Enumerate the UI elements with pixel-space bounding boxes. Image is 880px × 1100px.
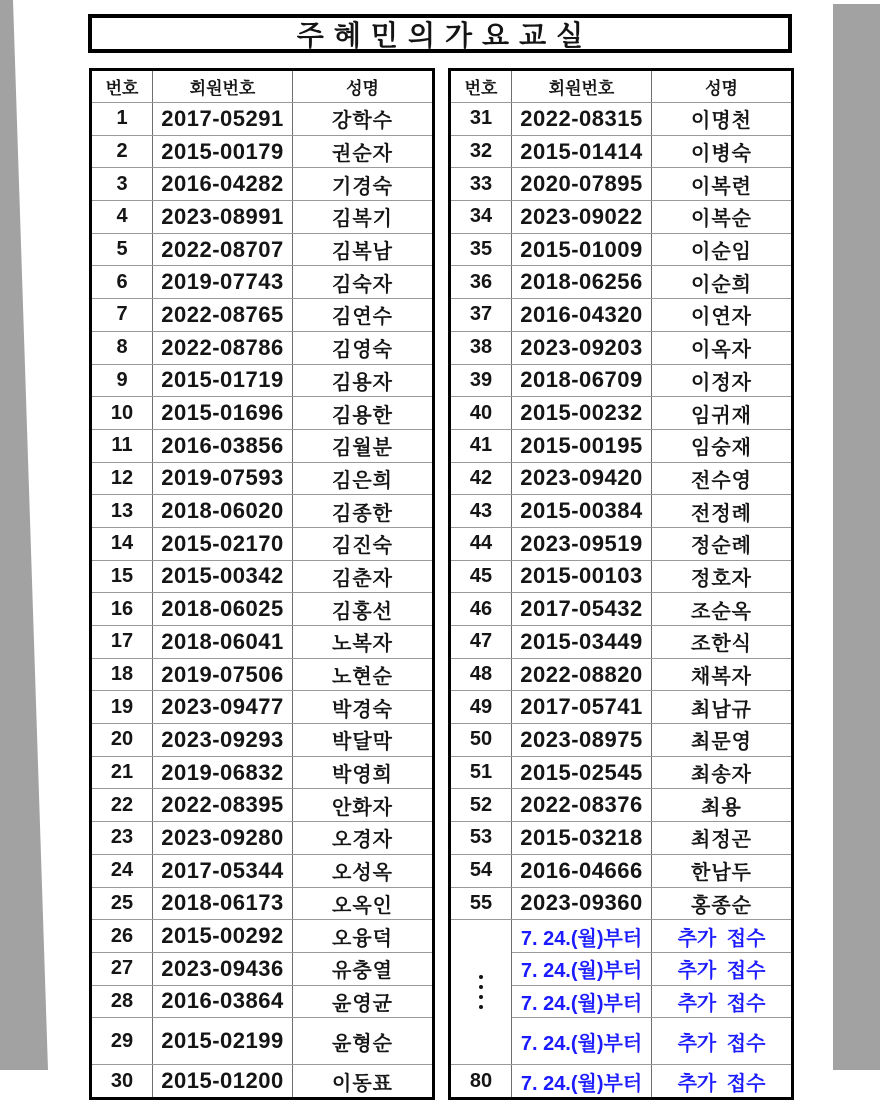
member-id-cell: 2015-01009 [512,233,652,266]
row-number-cell: 32 [450,135,512,168]
member-id-cell: 2022-08786 [153,331,293,364]
row-number-cell: 11 [91,429,153,462]
member-row [91,691,434,724]
member-id-cell: 2015-01696 [153,397,293,430]
member-row [450,626,793,659]
member-row [91,103,434,136]
row-number-cell: 51 [450,756,512,789]
member-name-cell: 박경숙 [293,691,434,724]
row-number-cell: 41 [450,429,512,462]
member-name-cell: 김종한 [293,495,434,528]
member-id-cell: 2018-06025 [153,593,293,626]
member-name-cell: 오옥인 [293,887,434,920]
member-name-cell: 채복자 [652,658,793,691]
member-name-cell: 김영숙 [293,331,434,364]
member-id-cell: 2022-08765 [153,299,293,332]
member-id-cell: 2023-09022 [512,201,652,234]
row-number-cell: 9 [91,364,153,397]
member-id-cell: 2015-03218 [512,822,652,855]
member-id-cell: 2015-01200 [153,1065,293,1099]
row-number-cell: 19 [91,691,153,724]
member-name-cell: 정순례 [652,527,793,560]
member-row [91,397,434,430]
member-id-cell: 2023-09203 [512,331,652,364]
member-row [450,103,793,136]
member-row [91,789,434,822]
member-id-cell: 7. 24.(월)부터 [512,1065,652,1099]
member-name-cell: 권순자 [293,135,434,168]
member-name-cell: 강학수 [293,103,434,136]
member-id-cell: 2015-00292 [153,920,293,953]
member-id-cell: 2016-03864 [153,985,293,1018]
member-row [450,560,793,593]
row-number-cell: 21 [91,756,153,789]
member-id-cell: 2015-03449 [512,626,652,659]
row-number-cell: 5 [91,233,153,266]
member-id-cell: 2017-05291 [153,103,293,136]
member-row [91,822,434,855]
row-number-cell: 30 [91,1065,153,1099]
row-number-cell: 24 [91,854,153,887]
member-row [91,495,434,528]
member-id-cell: 2019-07593 [153,462,293,495]
member-row [450,495,793,528]
member-row [450,691,793,724]
member-id-cell: 2020-07895 [512,168,652,201]
member-name-cell: 김연수 [293,299,434,332]
row-number-cell: 50 [450,724,512,757]
column-header-name: 성명 [293,70,434,103]
member-id-cell: 2018-06041 [153,626,293,659]
row-number-cell: 28 [91,985,153,1018]
document-title-box [88,14,792,53]
member-id-cell: 2015-00232 [512,397,652,430]
member-id-cell: 2022-08707 [153,233,293,266]
member-name-cell: 노현순 [293,658,434,691]
member-name-cell: 이순희 [652,266,793,299]
row-number-cell: 17 [91,626,153,659]
member-id-cell: 2023-09293 [153,724,293,757]
row-number-cell: 23 [91,822,153,855]
extra-registration-row [450,1065,793,1099]
member-id-cell: 2023-08975 [512,724,652,757]
row-number-cell: 14 [91,527,153,560]
member-id-cell: 2015-01719 [153,364,293,397]
member-id-cell: 2015-02170 [153,527,293,560]
row-number-cell: 34 [450,201,512,234]
member-name-cell: 최문영 [652,724,793,757]
roster-body-left [91,103,434,1099]
member-name-cell: 홍종순 [652,887,793,920]
member-row [91,658,434,691]
member-name-cell: 추가 접수 [652,920,793,953]
member-id-cell: 2015-01414 [512,135,652,168]
member-id-cell: 2017-05344 [153,854,293,887]
member-name-cell: 조한식 [652,626,793,659]
member-row [450,201,793,234]
column-header-no: 번호 [91,70,153,103]
row-number-cell: 31 [450,103,512,136]
member-name-cell: 최송자 [652,756,793,789]
member-row [91,233,434,266]
member-row [450,527,793,560]
member-row [450,462,793,495]
member-row [450,887,793,920]
column-header-no: 번호 [450,70,512,103]
member-row [450,593,793,626]
member-row [91,724,434,757]
member-id-cell: 7. 24.(월)부터 [512,985,652,1018]
row-number-cell: 48 [450,658,512,691]
member-id-cell: 2017-05432 [512,593,652,626]
member-name-cell: 최용 [652,789,793,822]
member-id-cell: 2023-09360 [512,887,652,920]
member-row [91,168,434,201]
member-row [450,364,793,397]
member-id-cell: 2022-08315 [512,103,652,136]
member-row [91,985,434,1018]
row-number-cell: 33 [450,168,512,201]
member-id-cell: 2016-03856 [153,429,293,462]
member-row [450,756,793,789]
row-number-cell: 36 [450,266,512,299]
member-name-cell: 노복자 [293,626,434,659]
row-number-cell: 2 [91,135,153,168]
member-row [450,266,793,299]
member-id-cell: 2023-09420 [512,462,652,495]
member-name-cell: 임귀재 [652,397,793,430]
member-row [91,1065,434,1099]
member-id-cell: 2016-04666 [512,854,652,887]
member-row [450,299,793,332]
member-name-cell: 추가 접수 [652,952,793,985]
member-row [91,593,434,626]
member-name-cell: 안화자 [293,789,434,822]
member-id-cell: 2015-02545 [512,756,652,789]
member-name-cell: 임숭재 [652,429,793,462]
member-name-cell: 오융덕 [293,920,434,953]
column-header-member-id: 회원번호 [153,70,293,103]
member-id-cell: 2018-06256 [512,266,652,299]
member-id-cell: 2023-09436 [153,952,293,985]
vertical-ellipsis-icon [451,975,511,1009]
row-number-cell: 45 [450,560,512,593]
member-name-cell: 정호자 [652,560,793,593]
member-name-cell: 이복순 [652,201,793,234]
row-number-cell: 13 [91,495,153,528]
omitted-rows-cell [450,920,512,1065]
member-row [91,920,434,953]
member-name-cell: 김춘자 [293,560,434,593]
member-row [91,462,434,495]
member-id-cell: 2015-00342 [153,560,293,593]
member-id-cell: 2023-09477 [153,691,293,724]
member-row [91,626,434,659]
member-row [450,658,793,691]
row-number-cell: 37 [450,299,512,332]
member-row [450,822,793,855]
member-row [450,724,793,757]
member-name-cell: 이명천 [652,103,793,136]
member-id-cell: 2015-00195 [512,429,652,462]
member-name-cell: 조순옥 [652,593,793,626]
member-name-cell: 오경자 [293,822,434,855]
row-number-cell: 49 [450,691,512,724]
member-id-cell: 2015-00384 [512,495,652,528]
member-id-cell: 2017-05741 [512,691,652,724]
member-name-cell: 윤영균 [293,985,434,1018]
member-name-cell: 이연자 [652,299,793,332]
column-header-member-id: 회원번호 [512,70,652,103]
row-number-cell: 16 [91,593,153,626]
member-row [91,331,434,364]
member-row [450,135,793,168]
member-name-cell: 김진숙 [293,527,434,560]
member-name-cell: 이복련 [652,168,793,201]
member-row [91,854,434,887]
member-id-cell: 7. 24.(월)부터 [512,920,652,953]
page-title: 주혜민의가요교실 [296,19,594,51]
roster-body-right [450,103,793,1099]
row-number-cell: 25 [91,887,153,920]
row-number-cell: 55 [450,887,512,920]
member-name-cell: 김숙자 [293,266,434,299]
member-row [450,397,793,430]
roster-table-right [448,68,794,1100]
row-number-cell: 38 [450,331,512,364]
member-id-cell: 2022-08376 [512,789,652,822]
table-header-row [450,70,793,103]
member-name-cell: 최정곤 [652,822,793,855]
member-name-cell: 추가 접수 [652,1018,793,1065]
row-number-cell: 3 [91,168,153,201]
member-row [450,168,793,201]
member-id-cell: 2022-08395 [153,789,293,822]
member-row [91,201,434,234]
member-name-cell: 한남두 [652,854,793,887]
member-name-cell: 추가 접수 [652,1065,793,1099]
member-id-cell: 2015-02199 [153,1018,293,1065]
member-name-cell: 박영희 [293,756,434,789]
member-id-cell: 7. 24.(월)부터 [512,952,652,985]
member-name-cell: 이동표 [293,1065,434,1099]
row-number-cell: 7 [91,299,153,332]
member-name-cell: 윤형순 [293,1018,434,1065]
row-number-cell: 52 [450,789,512,822]
member-row [91,135,434,168]
row-number-cell: 8 [91,331,153,364]
row-number-cell: 44 [450,527,512,560]
member-id-cell: 2018-06020 [153,495,293,528]
row-number-cell: 4 [91,201,153,234]
page-scan-edge-left [0,0,48,1070]
member-id-cell: 7. 24.(월)부터 [512,1018,652,1065]
member-row [450,331,793,364]
member-name-cell: 이병숙 [652,135,793,168]
row-number-cell: 20 [91,724,153,757]
member-name-cell: 전정례 [652,495,793,528]
member-row [91,429,434,462]
member-row [91,266,434,299]
member-id-cell: 2022-08820 [512,658,652,691]
row-number-cell: 47 [450,626,512,659]
row-number-cell: 22 [91,789,153,822]
member-id-cell: 2016-04320 [512,299,652,332]
table-header-row [91,70,434,103]
member-name-cell: 이옥자 [652,331,793,364]
member-row [450,854,793,887]
row-number-cell: 35 [450,233,512,266]
row-number-cell: 10 [91,397,153,430]
member-id-cell: 2019-06832 [153,756,293,789]
member-name-cell: 김월분 [293,429,434,462]
member-name-cell: 기경숙 [293,168,434,201]
row-number-cell: 42 [450,462,512,495]
member-row [450,789,793,822]
row-number-cell: 6 [91,266,153,299]
member-row [91,887,434,920]
member-row [91,1018,434,1065]
row-number-cell: 1 [91,103,153,136]
roster-table-left [89,68,435,1100]
row-number-cell: 27 [91,952,153,985]
row-number-cell: 15 [91,560,153,593]
row-number-cell: 29 [91,1018,153,1065]
member-name-cell: 이정자 [652,364,793,397]
column-header-name: 성명 [652,70,793,103]
member-id-cell: 2018-06173 [153,887,293,920]
member-name-cell: 김용한 [293,397,434,430]
row-number-cell: 46 [450,593,512,626]
member-id-cell: 2023-09519 [512,527,652,560]
member-row [91,299,434,332]
row-number-cell: 54 [450,854,512,887]
member-id-cell: 2016-04282 [153,168,293,201]
member-row [91,560,434,593]
member-id-cell: 2015-00179 [153,135,293,168]
row-number-cell: 18 [91,658,153,691]
member-row [91,364,434,397]
member-name-cell: 김홍선 [293,593,434,626]
row-number-cell: 26 [91,920,153,953]
member-row [91,756,434,789]
member-row [450,233,793,266]
member-name-cell: 김은희 [293,462,434,495]
member-id-cell: 2019-07743 [153,266,293,299]
member-name-cell: 이순임 [652,233,793,266]
member-name-cell: 김용자 [293,364,434,397]
member-id-cell: 2015-00103 [512,560,652,593]
member-row [91,527,434,560]
member-name-cell: 추가 접수 [652,985,793,1018]
member-name-cell: 최남규 [652,691,793,724]
member-row [450,429,793,462]
member-name-cell: 전수영 [652,462,793,495]
member-id-cell: 2019-07506 [153,658,293,691]
row-number-cell: 12 [91,462,153,495]
row-number-cell: 40 [450,397,512,430]
row-number-cell: 53 [450,822,512,855]
row-number-cell: 80 [450,1065,512,1099]
member-id-cell: 2023-09280 [153,822,293,855]
member-name-cell: 김복기 [293,201,434,234]
member-name-cell: 오성옥 [293,854,434,887]
member-name-cell: 박달막 [293,724,434,757]
page-scan-edge-right [833,4,880,1070]
row-number-cell: 43 [450,495,512,528]
member-name-cell: 김복남 [293,233,434,266]
member-row [91,952,434,985]
row-number-cell: 39 [450,364,512,397]
member-name-cell: 유충열 [293,952,434,985]
member-id-cell: 2018-06709 [512,364,652,397]
extra-registration-row [450,920,793,953]
member-id-cell: 2023-08991 [153,201,293,234]
